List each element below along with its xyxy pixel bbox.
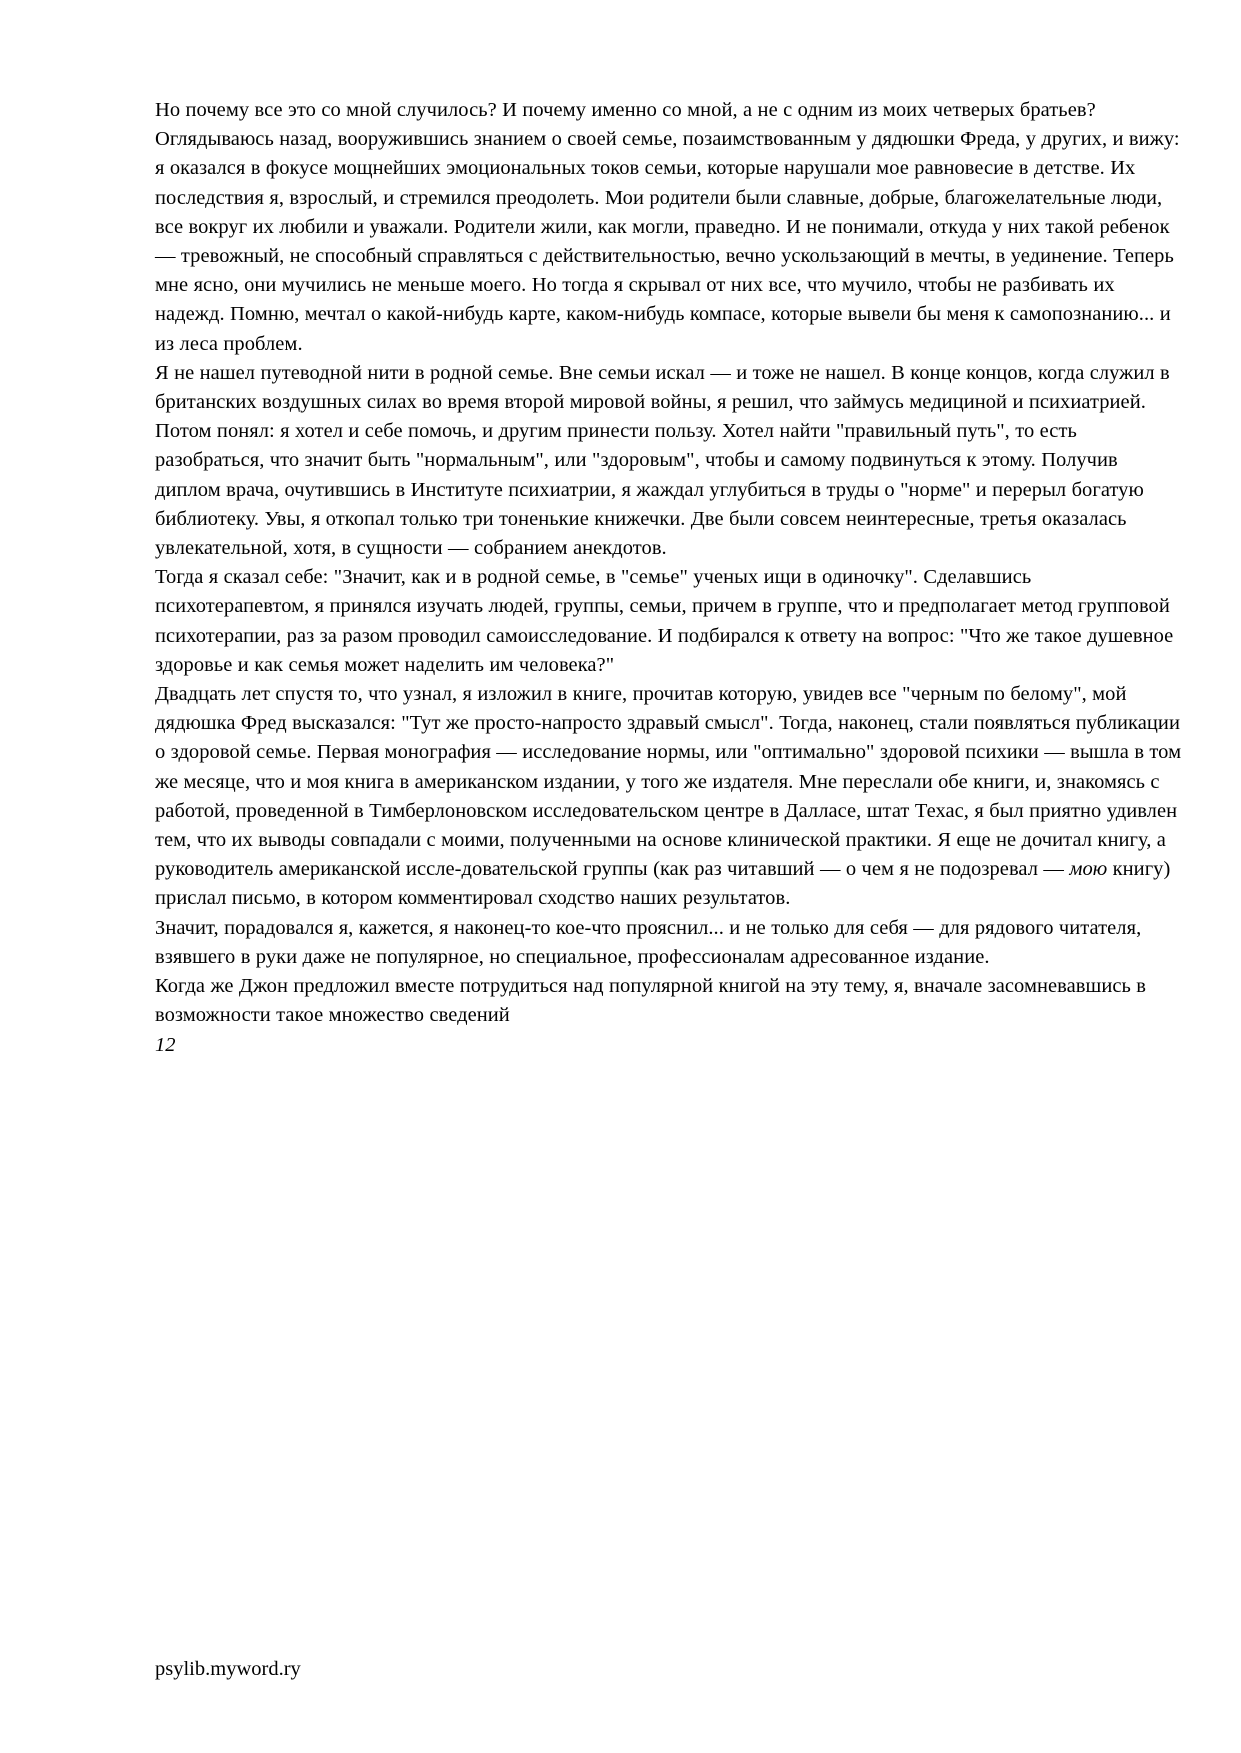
paragraph-3: Тогда я сказал себе: "Значит, как и в родной семье, в "семье" ученых ищи в одиночку". Сделавшись психотерапевтом, я принялся изучать людей, группы, семьи, причем в группе, что и предполагает метод групповой психотерапии, раз за разом проводил самоисследование. И подбирался к ответу на вопрос: "Что же такое душевное здоровье и как семья может наделить им человека?": [155, 566, 1174, 676]
page-number: 12: [155, 1033, 176, 1056]
paragraph-1: Но почему все это со мной случилось? И почему именно со мной, а не с одним из моих четверых братьев? Оглядываюсь назад, вооружившись знанием о своей семье, позаимствованным у дядюшки Фреда, у других, и вижу: я оказался в фокусе мощнейших эмоциональных токов семьи, которые нарушали мое равновесие в детстве. Их последствия я, взрослый, и стремился преодолеть. Мои родители были славные, добрые, благожелательные люди, все вокруг их любили и уважали. Родители жили, как могли, праведно. И не понимали, откуда у них такой ребенок — тревожный, не способный справляться с действительностью, вечно ускользающий в мечты, в уединение. Теперь мне ясно, они мучились не меньше моего. Но тогда я скрывал от них все, что мучило, чтобы не разбивать их надежд. Помню, мечтал о какой-нибудь карте, каком-нибудь компасе, которые вывели бы меня к самопознанию... и из леса проблем.: [155, 99, 1180, 355]
paragraph-4-tail: книгу) прислал письмо, в котором комментировал сходство наших результатов.: [155, 858, 1171, 910]
paragraph-4-head: Двадцать лет спустя то, что узнал, я изложил в книге, прочитав которую, увидев все "черным по белому", мой дядюшка Фред высказался: "Тут же просто-напросто здравый смысл". Тогда, наконец, стали появляться публикации о здоровой семье. Первая монография — исследование нормы, или "оптимально" здоровой психики — вышла в том же месяце, что и моя книга в американском издании, у того же издателя. Мне переслали обе книги, и, знакомясь с работой, проведенной в Тимберлоновском исследовательском центре в Далласе, штат Техас, я был приятно удивлен тем, что их выводы совпадали с моими, полученными на основе клинической практики. Я еще не дочитал книгу, а руководитель американской иссле-довательской группы (как раз читавший — о чем я не подозревал —: [155, 683, 1182, 881]
paragraph-2: Я не нашел путеводной нити в родной семье. Вне семьи искал — и тоже не нашел. В конце концов, когда служил в британских воздушных силах во время второй мировой войны, я решил, что займусь медициной и психиатрией. Потом понял: я хотел и себе помочь, и другим принести пользу. Хотел найти "правильный путь", то есть разобраться, что значит быть "нормальным", или "здоровым", чтобы и самому подвинуться к этому. Получив диплом врача, очутившись в Институте психиатрии, я жаждал углубиться в труды о "норме" и перерыл богатую библиотеку. Увы, я откопал только три тоненькие книжечки. Две были совсем неинтересные, третья оказалась увлекательной, хотя, в сущности — собранием анекдотов.: [155, 361, 1170, 560]
paragraph-4: [155, 680, 1185, 914]
paragraph-6: Когда же Джон предложил вместе потрудиться над популярной книгой на эту тему, я, вначале засомневавшись в возможности такое множество сведений: [155, 975, 1146, 1027]
footer-source-label: psylib.myword.ry: [155, 1658, 301, 1680]
paragraph-5: Значит, порадовался я, кажется, я наконец-то кое-что прояснил... и не только для себя — для рядового читателя, взявшего в руки даже не популярное, но специальное, профессионалам адресованное издание.: [155, 916, 1142, 968]
body-text-block: [155, 96, 1185, 1060]
emphasized-word-moyu: мою: [1069, 858, 1108, 881]
